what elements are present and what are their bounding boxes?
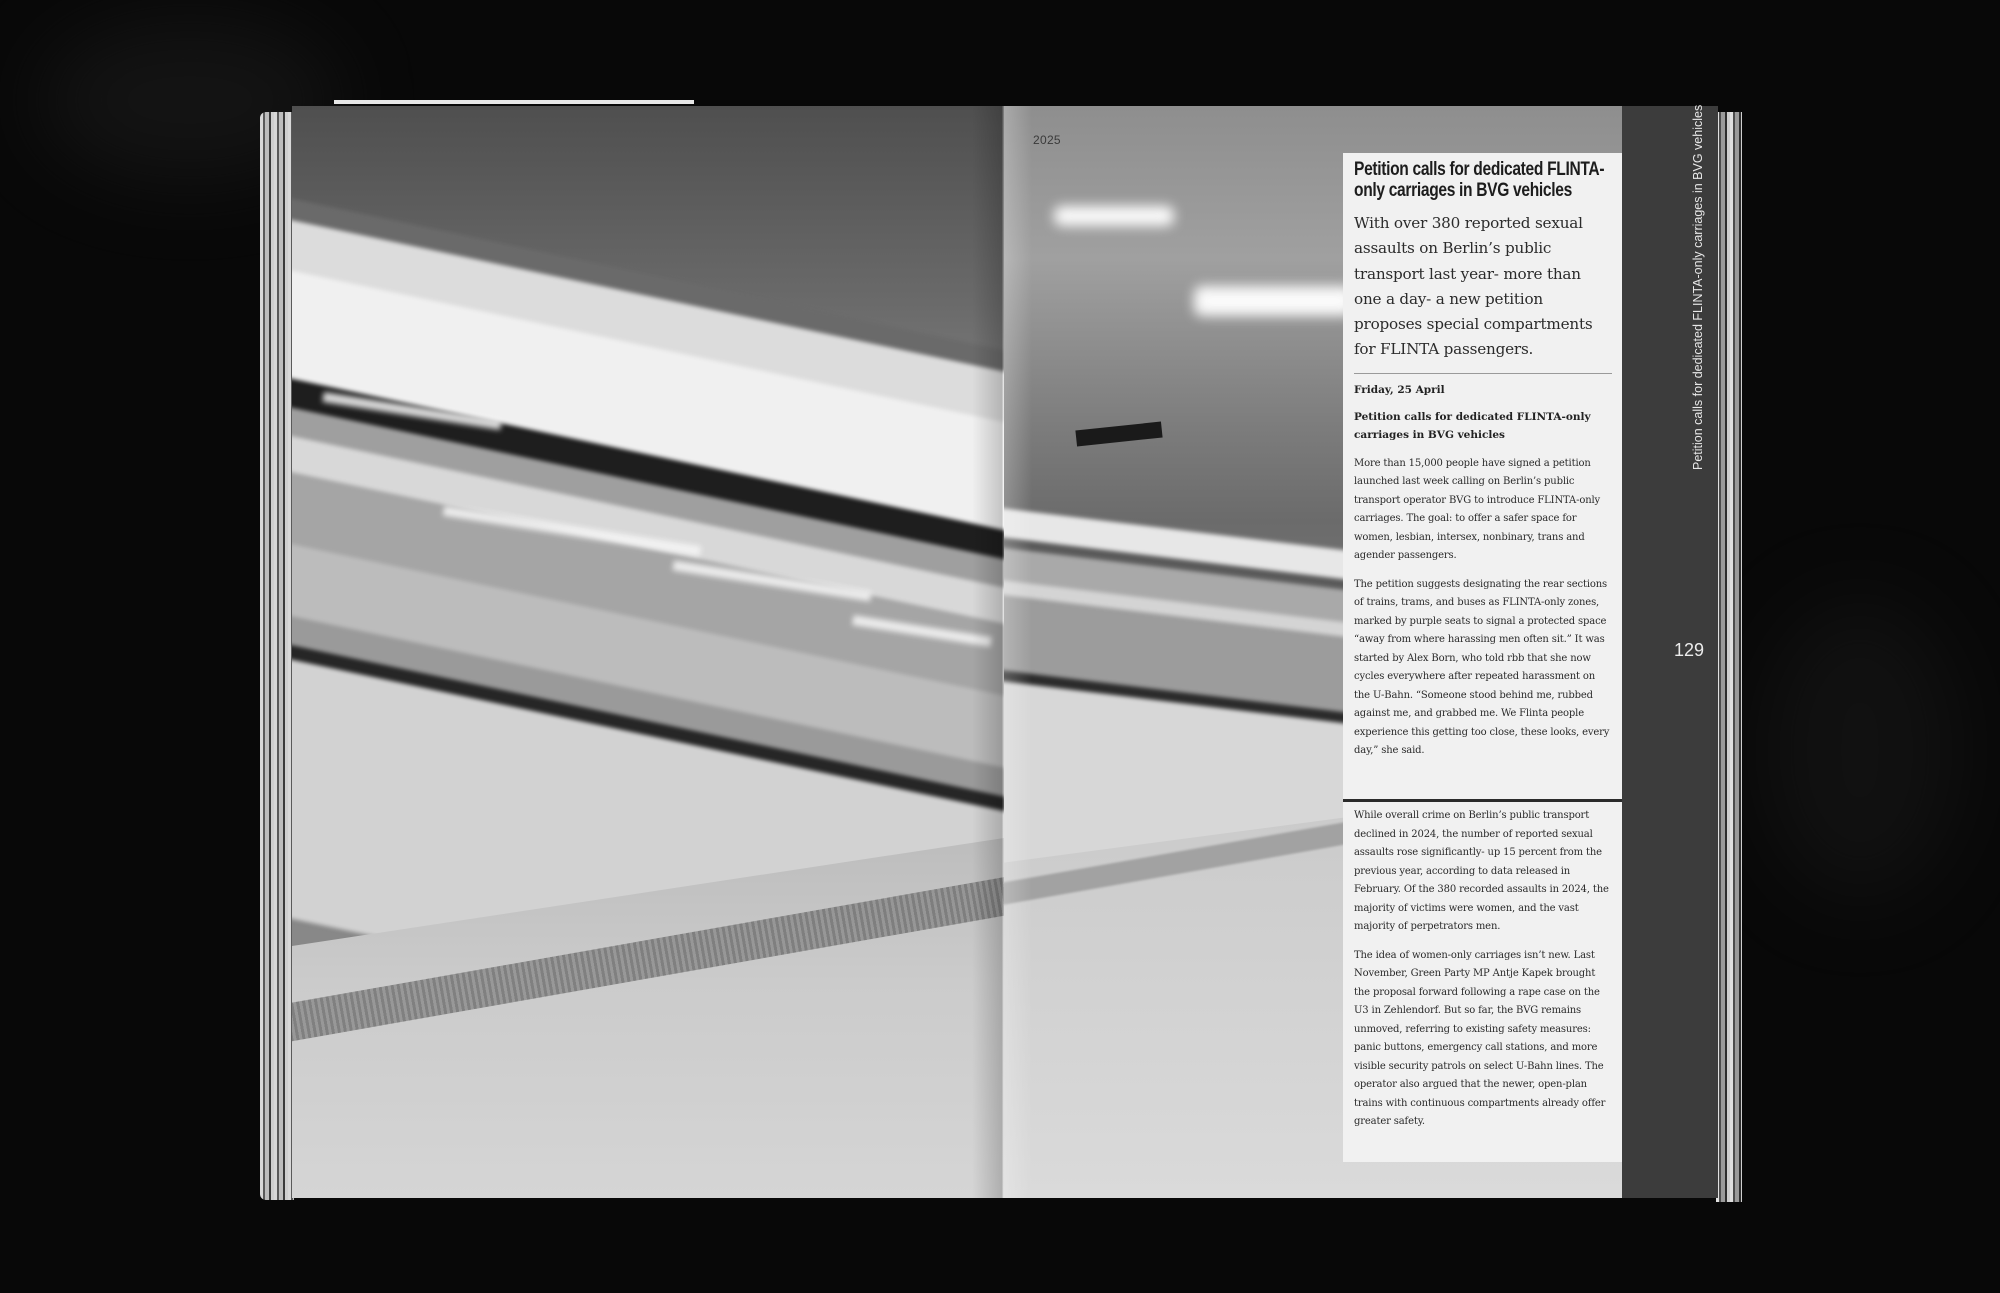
left-page — [292, 106, 1004, 1198]
train-photo-left — [292, 106, 1004, 1198]
background-texture — [1760, 600, 1960, 900]
ceiling-vent — [1075, 422, 1162, 447]
article-card-continued — [1343, 802, 1622, 1162]
article-headline: Petition calls for dedicated FLINTA-only carriages in BVG vehicles — [1354, 159, 1605, 201]
page-number: 129 — [1673, 640, 1705, 660]
book-page-edges-right — [1716, 112, 1742, 1202]
article-dateline: Friday, 25 April — [1354, 383, 1445, 396]
divider — [1354, 373, 1612, 374]
ceiling-light — [1194, 286, 1354, 316]
article-paragraph: The idea of women-only carriages isn’t new. Last November, Green Party MP Antje Kapek brought the proposal forward following a rape case on the U3 in Zehlendorf. But so far, the BVG remains unmoved, referring to existing safety measures: panic buttons, emergency call stations, and more visible security patrols on select U-Bahn lines. The operator also argued that the newer, open-plan trains with continuous compartments already offer greater safety. — [1354, 949, 1606, 1127]
running-title: Petition calls for dedicated FLINTA-only carriages in BVG vehicles — [1691, 104, 1705, 470]
article-paragraph: The petition suggests designating the rear sections of trains, trams, and buses as FLINTA-only zones, marked by purple seats to signal a protected space “away from where harassing men often sit.” It was started by Alex Born, who told rbb that she now cycles everywhere after repeated harassment on the U-Bahn. “Someone stood behind me, rubbed against me, and grabbed me. We Flinta people experience this getting too close, these looks, every day,” she said. — [1354, 578, 1610, 757]
ceiling-light — [1054, 206, 1174, 226]
article-subhead: Petition calls for dedicated FLINTA-only carriages in BVG vehicles — [1354, 410, 1591, 442]
book-gutter — [972, 106, 1032, 1198]
article-standfirst: With over 380 reported sexual assaults on Berlin’s public transport last year- more than one a day- a new petition proposes special compartments for FLINTA passengers. — [1354, 214, 1593, 359]
article-paragraph: While overall crime on Berlin’s public transport declined in 2024, the number of reported sexual assaults rose significantly- up 15 percent from the previous year, according to data released in February. Of the 380 recorded assaults in 2024, the majority of victims were women, and the vast majority of perpetrators men. — [1354, 810, 1609, 932]
year-label: 2025 — [1033, 133, 1061, 147]
article-card — [1343, 153, 1622, 800]
book-page-edges-left — [260, 112, 294, 1200]
article-paragraph: More than 15,000 people have signed a petition launched last week calling on Berlin’s public transport operator BVG to introduce FLINTA-only carriages. The goal: to offer a safer space for women, lesbian, intersex, nonbinary, trans and agender passengers. — [1354, 457, 1601, 562]
loose-sheet-edge — [334, 100, 694, 104]
